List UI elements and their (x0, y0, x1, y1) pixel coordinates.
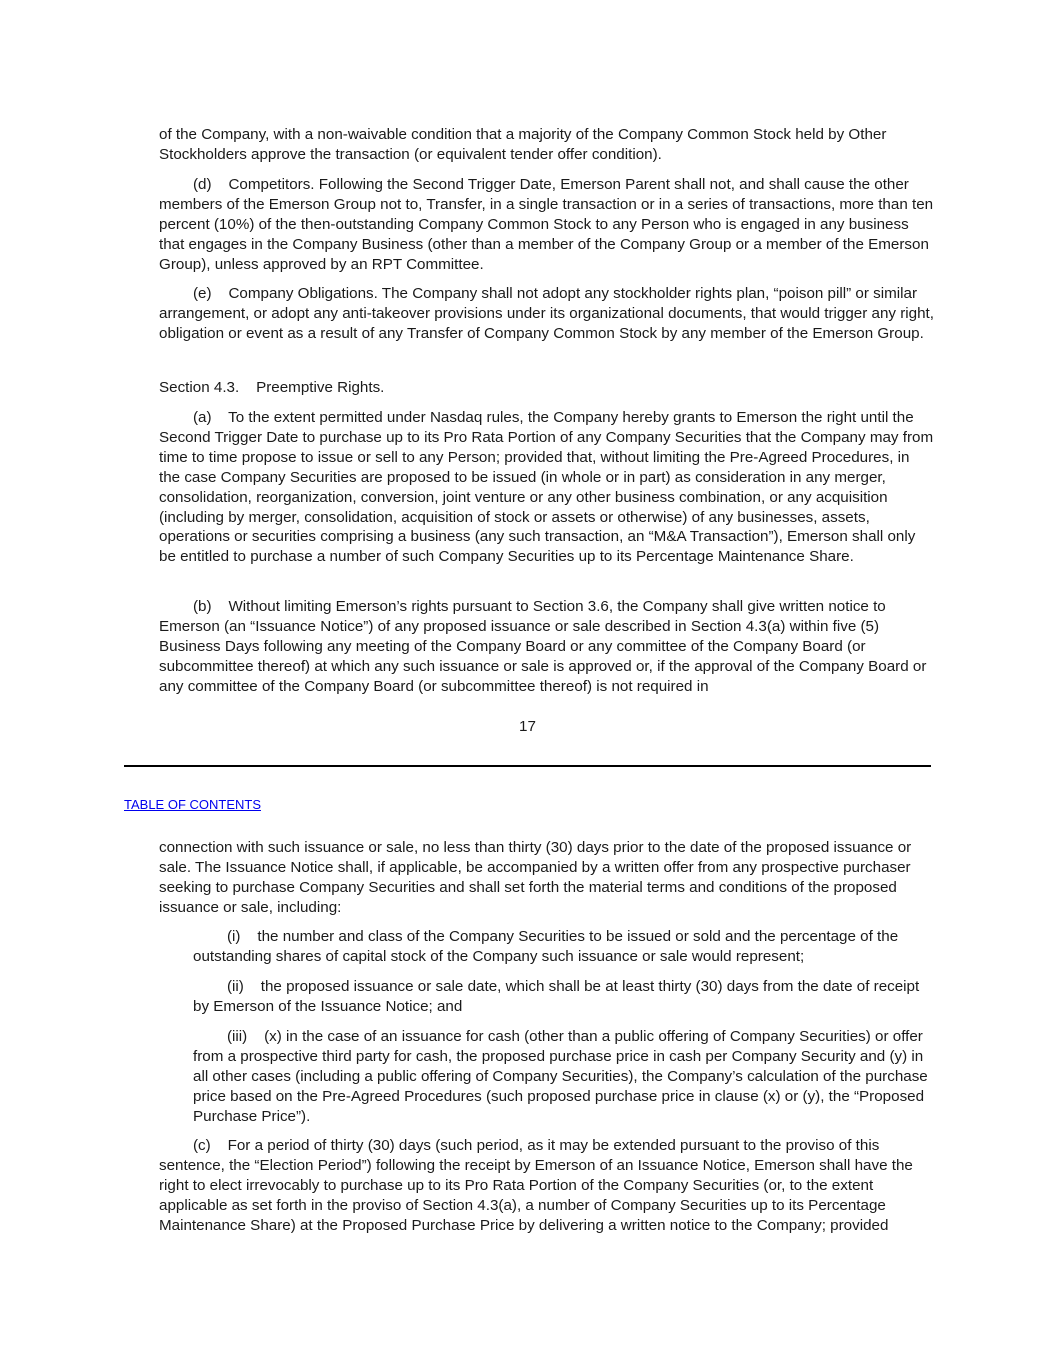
paragraph-b-issuance-notice: (b) Without limiting Emerson’s rights pursuant to Section 3.6, the Company shall give written notice to Emerson (an “Issuance Notice”) of any proposed issuance or sale described in Section 4.3(a) within five (5) Business Days following any meeting of the Company Board or any committee of the Company Board (or subcommittee thereof) at which any such issuance or sale is approved or, if the approval of the Company Board or any committee of the Company Board (or subcommittee thereof) is not required in (159, 598, 927, 695)
paragraph-continuation-top: of the Company, with a non-waivable condition that a majority of the Company Common Stock held by Other Stockholders approve the transaction (or equivalent tender offer condition). (159, 126, 887, 163)
list-item-iii: (iii) (x) in the case of an issuance for cash (other than a public offering of Company Securities) or offer from a prospective third party for cash, the proposed purchase price in cash per Company Security and (y) in all other cases (including a public offering of Company Securities), the Company’s calculation of the purchase price based on the Pre-Agreed Procedures (such proposed purchase price in clause (x) or (y), the “Proposed Purchase Price”). (193, 1028, 928, 1125)
section-heading-4-3: Section 4.3. Preemptive Rights. (159, 379, 385, 396)
paragraph-a-preemptive-right: (a) To the extent permitted under Nasdaq rules, the Company hereby grants to Emerson the right until the Second Trigger Date to purchase up to its Pro Rata Portion of any Company Securities that the Company may from time to time propose to issue or sell to any Person; provided that, without limiting the Pre-Agreed Procedures, in the case Company Securities are proposed to be issued (in whole or in part) as consideration in any merger, consolidation, reorganization, conversion, joint venture or any other business combination, or any acquisition (including by merger, consolidation, acquisition of stock or assets or otherwise) of any businesses, assets, operations or securities comprising a business (any such transaction, an “M&A Transaction”), Emerson shall only be entitled to purchase a number of such Company Securities up to its Percentage Maintenance Share. (159, 409, 934, 566)
paragraph-d-competitors: (d) Competitors. Following the Second Trigger Date, Emerson Parent shall not, and shall cause the other members of the Emerson Group not to, Transfer, in a single transaction or in a series of transactions, more than ten percent (10%) of the then-outstanding Company Common Stock to any Person who is engaged in any business that engages in the Company Business (other than a member of the Company Group or a member of the Emerson Group), unless approved by an RPT Committee. (159, 176, 934, 273)
paragraph-e-company-obligations: (e) Company Obligations. The Company shall not adopt any stockholder rights plan, “poison pill” or similar arrangement, or adopt any anti-takeover provisions under its organizational documents, that would trigger any right, obligation or event as a result of any Transfer of Company Common Stock by any member of the Emerson Group. (159, 285, 934, 342)
list-item-ii: (ii) the proposed issuance or sale date, which shall be at least thirty (30) days from the date of receipt by Emerson of the Issuance Notice; and (193, 978, 920, 1015)
paragraph-c-election-period: (c) For a period of thirty (30) days (such period, as it may be extended pursuant to the proviso of this sentence, the “Election Period”) following the receipt by Emerson of an Issuance Notice, Emerson shall have the right to elect irrevocably to purchase up to its Pro Rata Portion of the Company Securities (or, to the extent applicable as set forth in the proviso of Section 4.3(a), a number of Company Securities up to its Percentage Maintenance Share) at the Proposed Purchase Price by delivering a written notice to the Company; provided (159, 1137, 913, 1234)
table-of-contents-link[interactable]: TABLE OF CONTENTS (124, 797, 261, 812)
page-break-divider (124, 765, 931, 767)
paragraph-continuation-bottom: connection with such issuance or sale, no less than thirty (30) days prior to the date of the proposed issuance or sale. The Issuance Notice shall, if applicable, be accompanied by a written offer from any prospective purchaser seeking to purchase Company Securities and shall set forth the material terms and conditions of the proposed issuance or sale, including: (159, 839, 912, 916)
list-item-i: (i) the number and class of the Company Securities to be issued or sold and the percentage of the outstanding shares of capital stock of the Company such issuance or sale would represent; (193, 928, 899, 965)
page-number: 17 (519, 718, 536, 735)
